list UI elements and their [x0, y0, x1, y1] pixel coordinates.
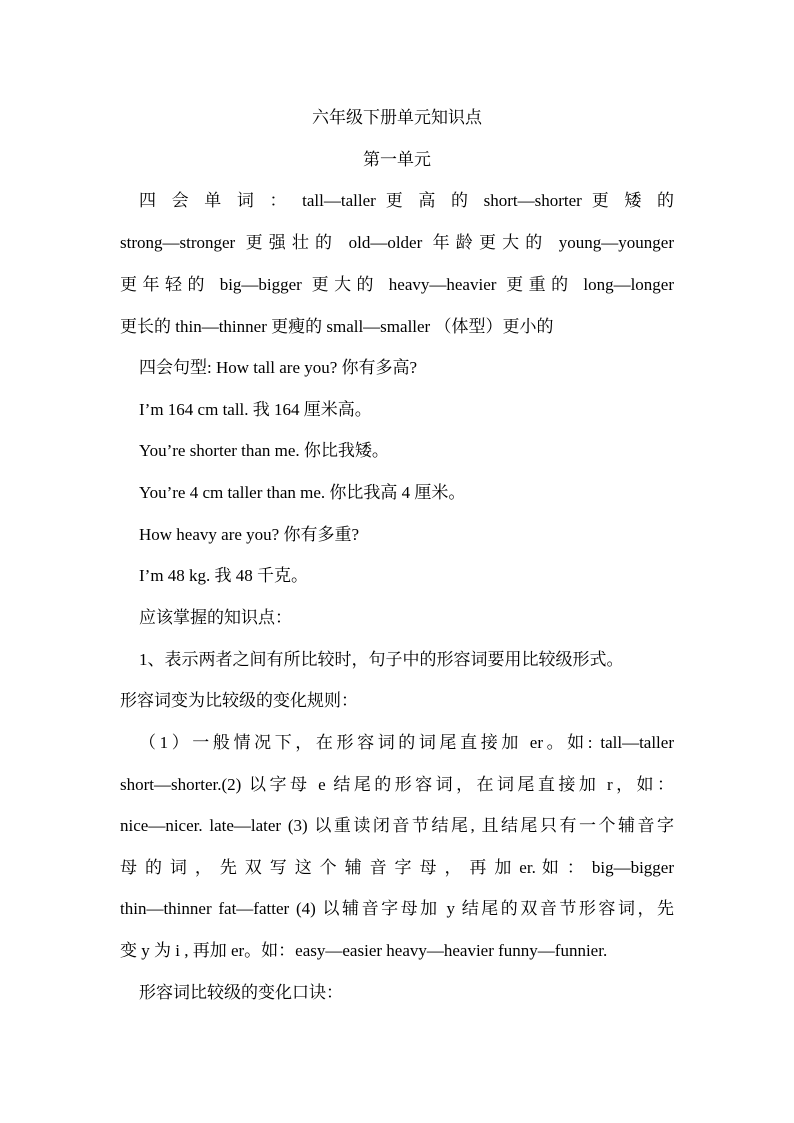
- page-title: 六年级下册单元知识点: [312, 108, 482, 127]
- text-line: 更长的 thin—thinner 更瘦的 small—smaller （体型）更小的: [120, 317, 554, 336]
- text-line: You’re 4 cm taller than me. 你比我高 4 厘米。: [139, 483, 466, 502]
- text-line: 更年轻的 big—bigger 更大的 heavy—heavier 更重的 long—longer: [120, 275, 674, 294]
- text-line: 母 的 词 ， 先 双 写 这 个 辅 音 字 母 ， 再 加 er. 如 ： big—bigger: [120, 858, 674, 877]
- text-line: （1）一般情况下，在形容词的词尾直接加 er。如: tall—taller: [139, 733, 674, 752]
- text-line: I’m 164 cm tall. 我 164 厘米高。: [139, 400, 372, 419]
- text-line: You’re shorter than me. 你比我矮。: [139, 441, 389, 460]
- text-line: 形容词变为比较级的变化规则：: [120, 691, 358, 710]
- text-line: How heavy are you? 你有多重?: [139, 525, 359, 544]
- text-line: 变 y 为 i , 再加 er。如：easy—easier heavy—heavier funny—funnier.: [120, 941, 608, 960]
- text-line: short—shorter.(2) 以字母 e 结尾的形容词，在词尾直接加 r，如：: [120, 775, 674, 794]
- text-line: strong—stronger 更强壮的 old—older 年龄更大的 young—younger: [120, 233, 674, 252]
- text-line: nice—nicer. late—later (3) 以重读闭音节结尾, 且结尾只有一个辅音字: [120, 816, 674, 835]
- text-line: thin—thinner fat—fatter (4) 以辅音字母加 y 结尾的双音节形容词，先: [120, 899, 674, 918]
- text-line: 应该掌握的知识点：: [139, 608, 292, 627]
- unit-heading: 第一单元: [363, 150, 431, 169]
- text-line: 1、表示两者之间有所比较时，句子中的形容词要用比较级形式。: [139, 650, 624, 669]
- text-line: I’m 48 kg. 我 48 千克。: [139, 566, 309, 585]
- text-line: 四 会 单 词 ： tall—taller 更 高 的 short—shorter 更 矮 的: [139, 191, 674, 210]
- text-line: 四会句型: How tall are you? 你有多高?: [139, 358, 418, 377]
- text-line: 形容词比较级的变化口诀：: [139, 983, 343, 1002]
